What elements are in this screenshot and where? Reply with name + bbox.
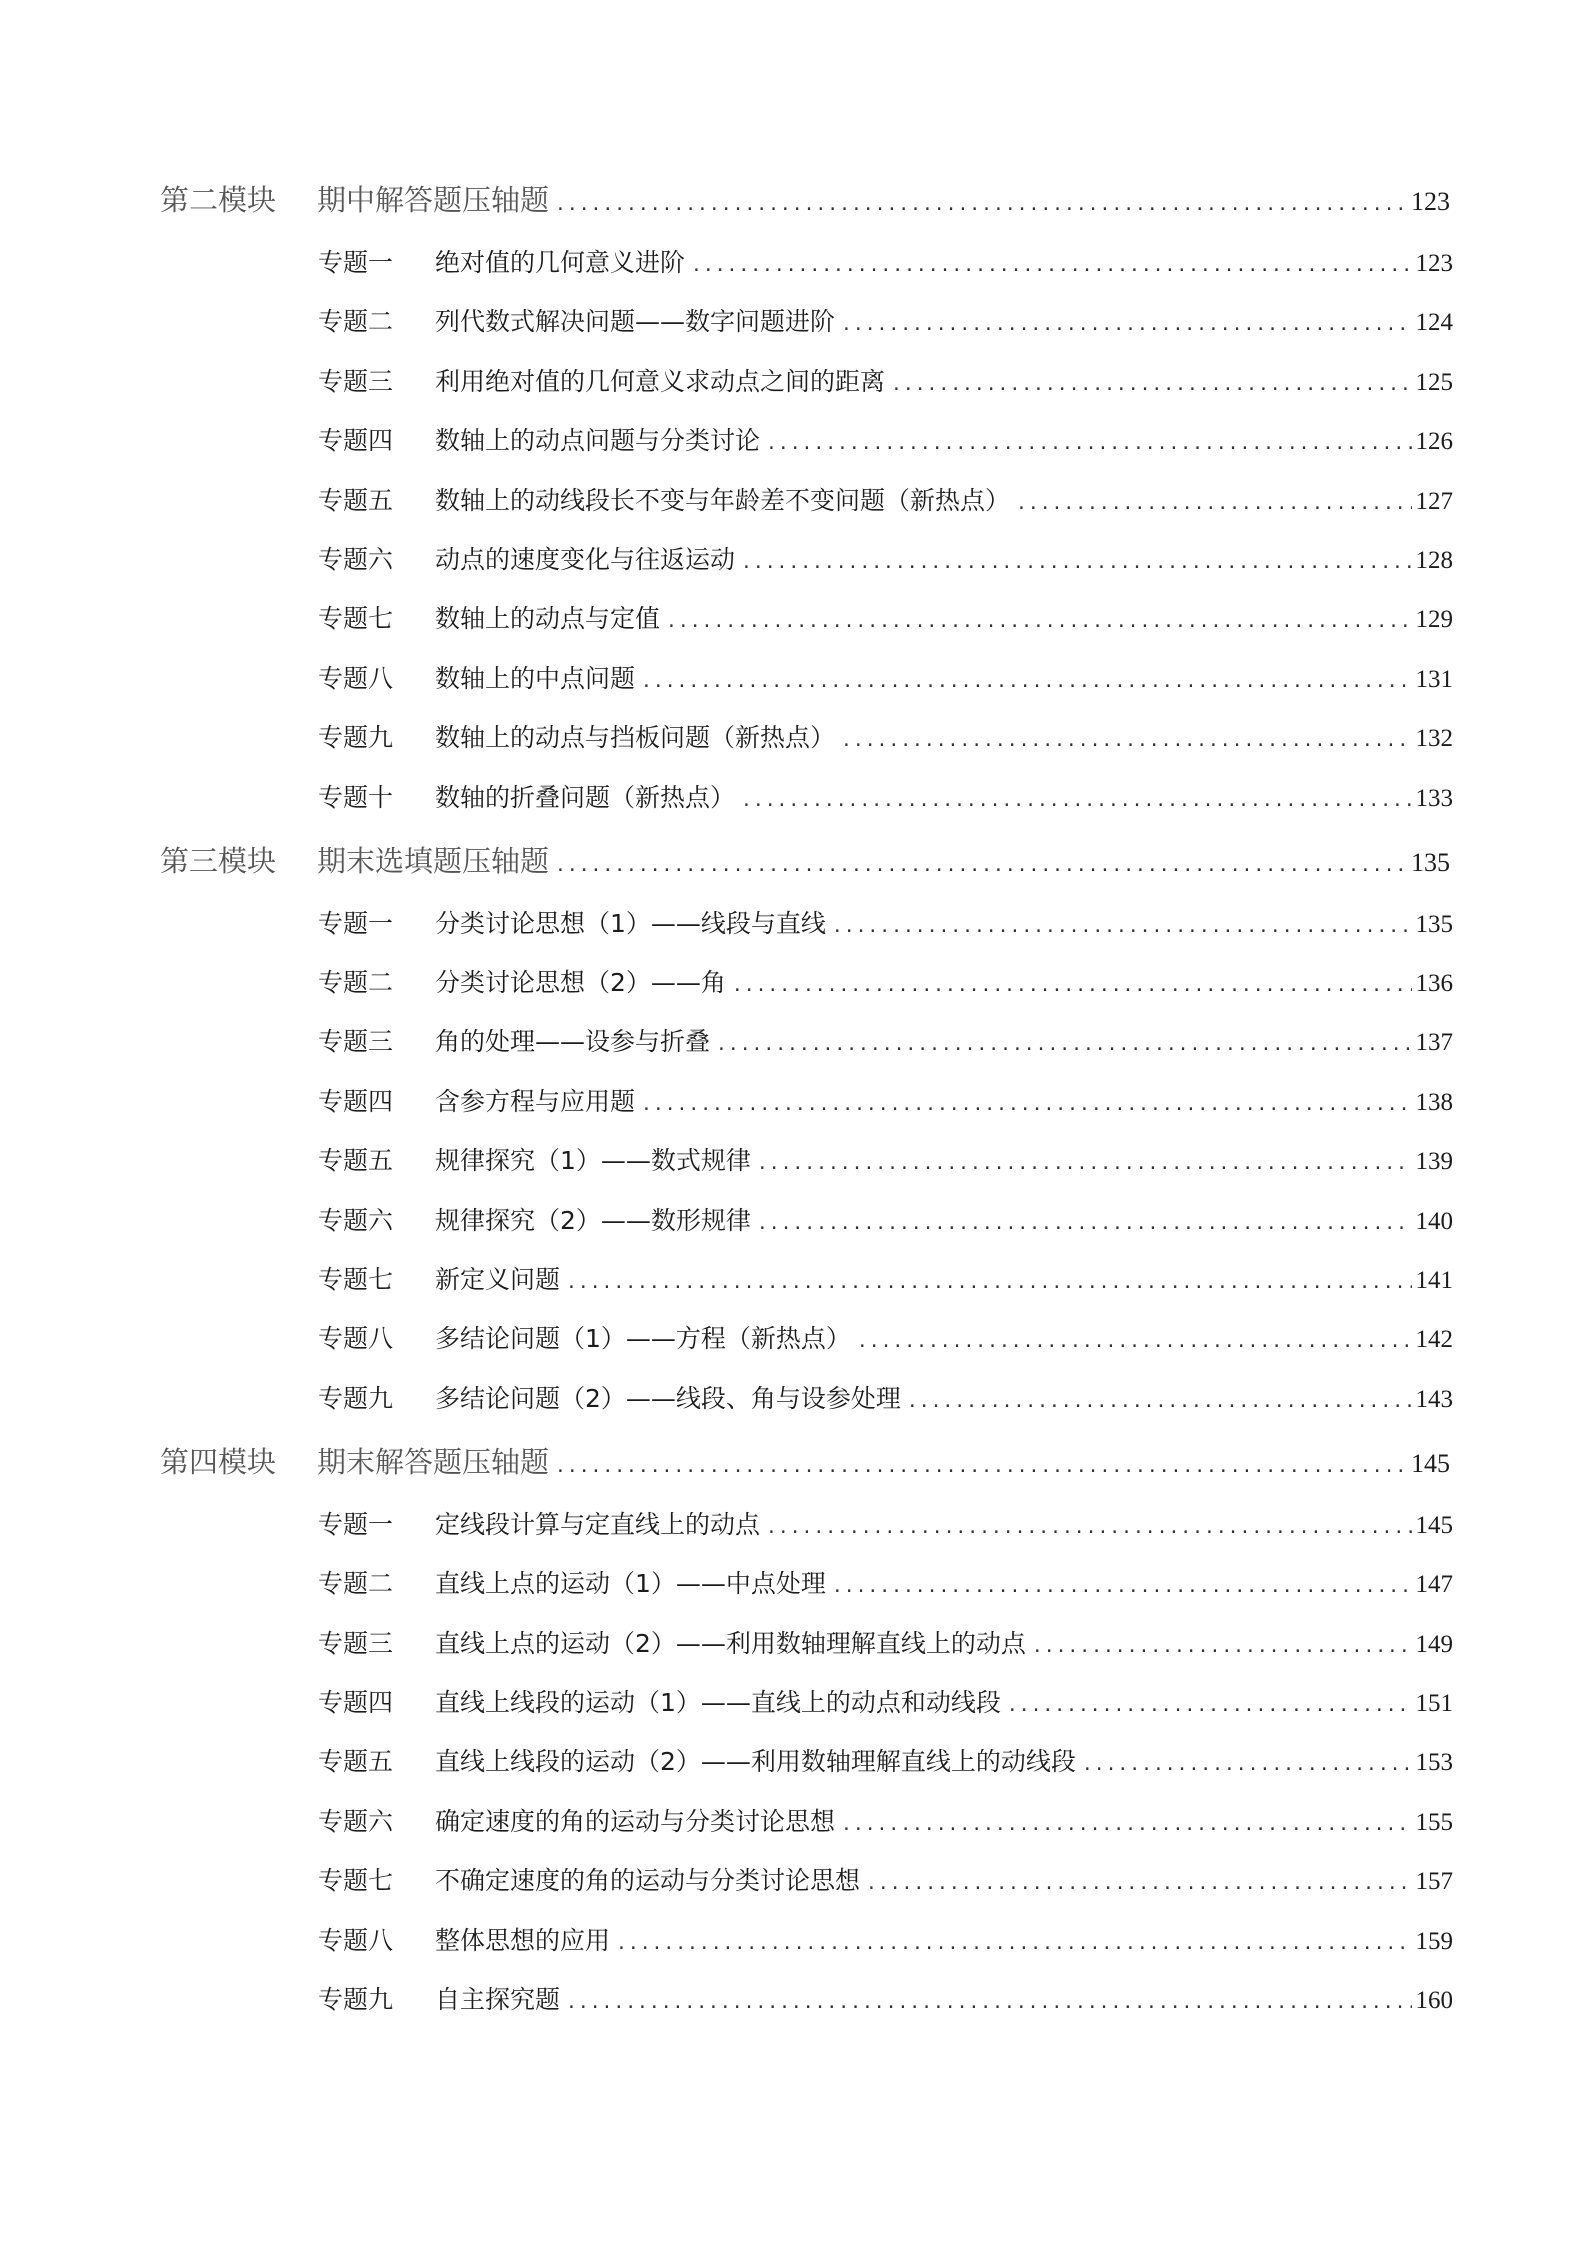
dot-leader: [841, 1803, 1411, 1847]
topic-label: 专题五: [318, 1747, 394, 1777]
dot-leader: [555, 844, 1407, 888]
topic-title: 绝对值的几何意义进阶: [435, 248, 686, 277]
page-number: 153: [1415, 1749, 1453, 1777]
page-number: 123: [1415, 250, 1453, 277]
page-number: 141: [1415, 1267, 1453, 1294]
toc-topic-entry[interactable]: [318, 597, 1453, 641]
dot-leader: [691, 244, 1411, 288]
toc-topic-entry[interactable]: [318, 1562, 1453, 1606]
page-number: 149: [1415, 1630, 1453, 1658]
toc-topic-entry[interactable]: [318, 300, 1453, 344]
page-number: 127: [1415, 487, 1453, 515]
dot-leader: [716, 1023, 1411, 1067]
page-number: 136: [1415, 970, 1453, 997]
page-number: 147: [1415, 1571, 1453, 1599]
page-number: 132: [1415, 725, 1453, 753]
toc-topic-entry[interactable]: [318, 538, 1453, 582]
topic-title: 分类讨论思想（1）——线段与直线: [435, 908, 826, 938]
dot-leader: [841, 719, 1411, 763]
toc-topic-entry[interactable]: [318, 419, 1453, 463]
dot-leader: [766, 422, 1411, 466]
dot-leader: [757, 1202, 1412, 1246]
topic-label: 专题九: [318, 1985, 394, 2014]
topic-label: 专题一: [318, 908, 394, 938]
dot-leader: [1082, 1743, 1412, 1787]
topic-label: 专题三: [318, 366, 394, 396]
toc-topic-entry[interactable]: [318, 1139, 1453, 1183]
page-number: 155: [1415, 1808, 1453, 1836]
toc-topic-entry[interactable]: [318, 1317, 1453, 1361]
dot-leader: [757, 1142, 1412, 1186]
module-label: 第二模块: [160, 183, 277, 217]
dot-leader: [766, 1506, 1411, 1550]
dot-leader: [1016, 482, 1411, 526]
page-number: 138: [1415, 1088, 1453, 1116]
page-number: 131: [1415, 665, 1453, 693]
dot-leader: [1032, 1625, 1412, 1669]
topic-title: 定线段计算与定直线上的动点: [435, 1509, 761, 1539]
topic-title: 数轴上的动点与定值: [435, 604, 661, 634]
topic-label: 专题四: [318, 1086, 394, 1116]
page-number: 159: [1415, 1927, 1453, 1955]
page-number: 145: [1411, 1448, 1450, 1478]
topic-title: 利用绝对值的几何意义求动点之间的距离: [435, 366, 886, 396]
topic-title: 规律探究（1）——数式规律: [435, 1146, 751, 1176]
topic-label: 专题二: [318, 968, 394, 997]
topic-label: 专题七: [318, 604, 394, 634]
topic-title: 直线上点的运动（2）——利用数轴理解直线上的动点: [435, 1628, 1026, 1658]
topic-title: 确定速度的角的运动与分类讨论思想: [435, 1806, 836, 1836]
toc-topic-entry[interactable]: [318, 1503, 1453, 1547]
toc-topic-entry[interactable]: [318, 1800, 1453, 1844]
page-number: 145: [1415, 1511, 1453, 1539]
topic-label: 专题三: [318, 1027, 394, 1057]
topic-label: 专题二: [318, 1569, 394, 1599]
topic-title: 多结论问题（1）——方程（新热点）: [435, 1324, 851, 1354]
dot-leader: [832, 1565, 1412, 1609]
page-number: 142: [1415, 1326, 1453, 1354]
toc-topic-entry[interactable]: [318, 1199, 1453, 1243]
page-number: 135: [1411, 847, 1450, 877]
toc-topic-entry[interactable]: [318, 241, 1453, 285]
module-title: 期末选填题压轴题: [317, 843, 550, 878]
dot-leader: [566, 1261, 1411, 1305]
topic-title: 数轴上的中点问题: [435, 663, 636, 693]
topic-label: 专题八: [318, 1324, 394, 1354]
dot-leader: [841, 303, 1411, 347]
topic-label: 专题五: [318, 485, 394, 515]
page-number: 128: [1415, 547, 1453, 574]
dot-leader: [857, 1320, 1412, 1364]
dot-leader: [891, 363, 1411, 407]
toc-topic-entry[interactable]: [318, 1681, 1453, 1725]
page-number: 125: [1415, 368, 1453, 396]
page-number: 126: [1415, 428, 1453, 456]
topic-label: 专题三: [318, 1628, 394, 1658]
module-title: 期中解答题压轴题: [317, 183, 550, 217]
topic-label: 专题六: [318, 545, 394, 574]
toc-topic-entry[interactable]: [318, 902, 1453, 946]
topic-title: 数轴上的动点与挡板问题（新热点）: [435, 723, 836, 753]
topic-title: 多结论问题（2）——线段、角与设参处理: [435, 1383, 901, 1413]
topic-title: 数轴上的动线段长不变与年龄差不变问题（新热点）: [435, 485, 1011, 515]
module-label: 第三模块: [160, 843, 277, 878]
topic-title: 不确定速度的角的运动与分类讨论思想: [435, 1866, 861, 1896]
page-number: 160: [1415, 1987, 1453, 2014]
topic-label: 专题七: [318, 1265, 394, 1294]
toc-topic-entry[interactable]: [318, 657, 1453, 701]
topic-label: 专题四: [318, 1688, 394, 1717]
toc-topic-entry[interactable]: [318, 1377, 1453, 1421]
toc-topic-entry[interactable]: [318, 360, 1453, 404]
toc-topic-entry[interactable]: [318, 1859, 1453, 1903]
topic-label: 专题七: [318, 1866, 394, 1896]
topic-title: 直线上线段的运动（1）——直线上的动点和动线段: [435, 1688, 1001, 1717]
dot-leader: [866, 1862, 1411, 1906]
topic-title: 新定义问题: [435, 1265, 561, 1294]
page-number: 139: [1415, 1148, 1453, 1176]
toc-topic-entry[interactable]: [318, 1258, 1453, 1302]
dot-leader: [666, 600, 1411, 644]
toc-topic-entry[interactable]: [318, 716, 1453, 760]
topic-title: 数轴上的动点问题与分类讨论: [435, 426, 761, 456]
topic-label: 专题四: [318, 426, 394, 456]
page-number: 124: [1415, 309, 1453, 337]
topic-label: 专题九: [318, 1383, 394, 1413]
dot-leader: [555, 1445, 1407, 1489]
page-number: 140: [1415, 1207, 1453, 1235]
module-title: 期末解答题压轴题: [317, 1444, 550, 1479]
dot-leader: [741, 779, 1411, 823]
topic-label: 专题九: [318, 723, 394, 753]
toc-module-entry[interactable]: [160, 1440, 1450, 1484]
topic-label: 专题五: [318, 1146, 394, 1176]
topic-label: 专题八: [318, 663, 394, 693]
toc-topic-entry[interactable]: [318, 1080, 1453, 1124]
dot-leader: [1007, 1684, 1412, 1728]
dot-leader: [555, 183, 1407, 227]
dot-leader: [641, 1083, 1411, 1127]
toc-topic-entry[interactable]: [318, 479, 1453, 523]
toc-module-entry[interactable]: [160, 839, 1450, 883]
topic-title: 整体思想的应用: [435, 1925, 611, 1955]
topic-title: 角的处理——设参与折叠: [435, 1027, 711, 1057]
topic-title: 含参方程与应用题: [435, 1086, 636, 1116]
page-number: 133: [1415, 784, 1453, 812]
page-number: 143: [1415, 1385, 1453, 1413]
dot-leader: [641, 660, 1411, 704]
page-number: 135: [1415, 910, 1453, 938]
dot-leader: [616, 1922, 1411, 1966]
toc-topic-entry[interactable]: [318, 1020, 1453, 1064]
module-label: 第四模块: [160, 1444, 277, 1479]
topic-title: 直线上点的运动（1）——中点处理: [435, 1569, 826, 1599]
toc-topic-entry[interactable]: [318, 1740, 1453, 1784]
topic-title: 自主探究题: [435, 1985, 561, 2014]
toc-topic-entry[interactable]: [318, 961, 1453, 1005]
toc-topic-entry[interactable]: [318, 1978, 1453, 2022]
toc-module-entry[interactable]: [160, 178, 1450, 222]
page-number: 151: [1415, 1690, 1453, 1717]
topic-label: 专题六: [318, 1806, 394, 1836]
toc-topic-entry[interactable]: [318, 776, 1453, 820]
topic-label: 专题八: [318, 1925, 394, 1955]
page-number: 129: [1415, 606, 1453, 634]
toc-topic-entry[interactable]: [318, 1919, 1453, 1963]
page-number: 137: [1415, 1029, 1453, 1057]
topic-label: 专题十: [318, 782, 394, 812]
dot-leader: [832, 905, 1412, 949]
topic-title: 动点的速度变化与往返运动: [435, 545, 736, 574]
topic-label: 专题二: [318, 307, 394, 337]
topic-title: 规律探究（2）——数形规律: [435, 1205, 751, 1235]
dot-leader: [566, 1981, 1411, 2025]
topic-title: 数轴的折叠问题（新热点）: [435, 782, 736, 812]
dot-leader: [741, 541, 1411, 585]
topic-title: 直线上线段的运动（2）——利用数轴理解直线上的动线段: [435, 1747, 1076, 1777]
topic-label: 专题一: [318, 248, 394, 277]
dot-leader: [732, 964, 1412, 1008]
toc-topic-entry[interactable]: [318, 1622, 1453, 1666]
topic-label: 专题一: [318, 1509, 394, 1539]
topic-label: 专题六: [318, 1205, 394, 1235]
page-number: 157: [1415, 1868, 1453, 1896]
topic-title: 分类讨论思想（2）——角: [435, 968, 726, 997]
dot-leader: [907, 1380, 1412, 1424]
page-number: 123: [1411, 187, 1450, 216]
topic-title: 列代数式解决问题——数字问题进阶: [435, 307, 836, 337]
